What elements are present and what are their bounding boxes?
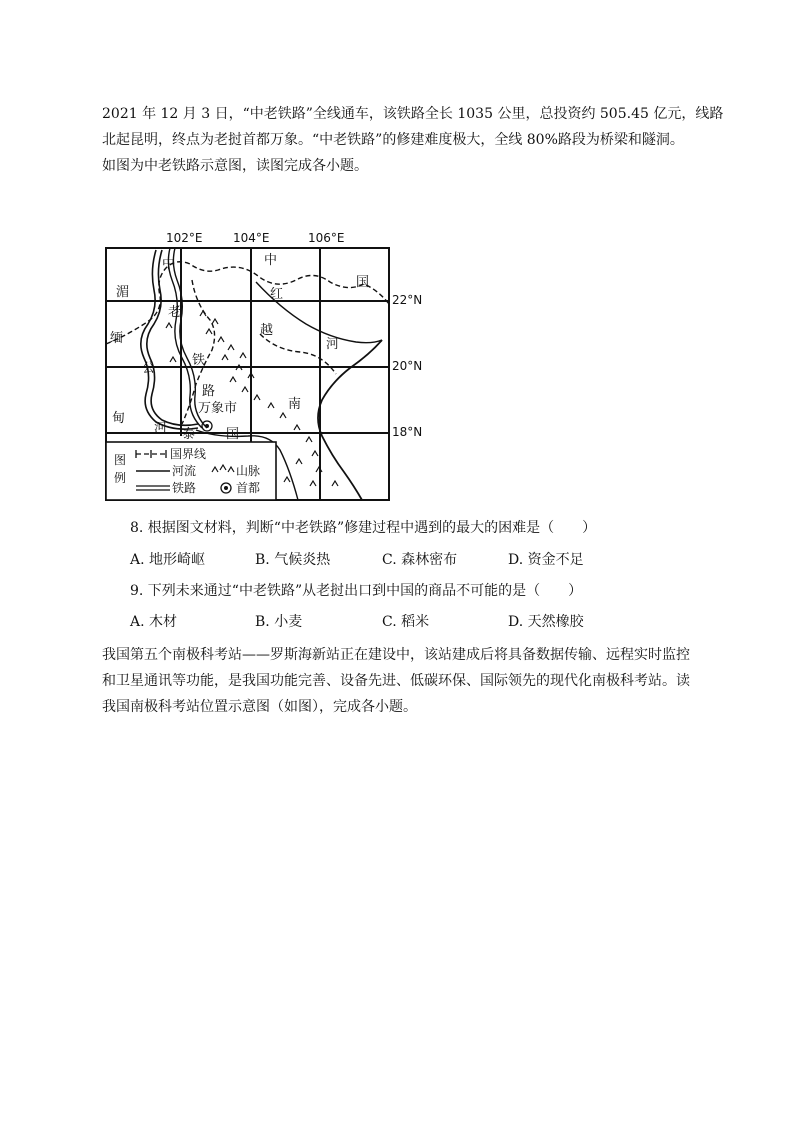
lon-label-102: 102°E [166, 231, 203, 245]
label-myanmar-dian: 甸 [112, 411, 126, 426]
legend-border-label: 国界线 [170, 447, 207, 461]
question-9-options [130, 612, 690, 632]
label-thailand-guo: 国 [226, 427, 240, 442]
q8-option-c[interactable]: C. 森林密布 [382, 552, 458, 568]
legend-capital-label: 首都 [236, 481, 261, 495]
capital-icon [202, 421, 212, 431]
q9-option-d[interactable]: D. 天然橡胶 [508, 614, 584, 630]
q9-option-b[interactable]: B. 小麦 [255, 614, 303, 630]
border-lines [106, 262, 389, 424]
text-line: 如图为中老铁路示意图，读图完成各小题。 [102, 158, 368, 174]
text-line: 2021 年 12 月 3 日，“中老铁路”全线通车，该铁路全长 1035 公里，总投资约 505.45 亿元，线路 [102, 106, 724, 122]
label-vientiane: 万象市 [198, 401, 238, 416]
question-9-stem: 9. 下列未来通过“中老铁路”从老挝出口到中国的商品不可能的是（ ） [130, 583, 583, 599]
label-myanmar-mei: 湄 [116, 285, 130, 300]
text-line: 和卫星通讯等功能，是我国功能完善、设备先进、低碳环保、国际领先的现代化南极科考站。读 [102, 673, 690, 689]
question-8-stem: 8. 根据图文材料，判断“中老铁路”修建过程中遇到的最大的困难是（ ） [130, 520, 597, 536]
label-china-guo: 国 [356, 275, 370, 290]
legend-mountain-label: 山脉 [236, 464, 261, 478]
question-8-options [130, 550, 690, 570]
legend-railway-label: 铁路 [172, 481, 197, 495]
china-laos-railway-map [100, 224, 423, 504]
intro-paragraph-antarctic [102, 642, 702, 720]
lat-label-18: 18°N [392, 425, 423, 439]
label-railway-lao: 老 [168, 305, 182, 320]
q8-option-d[interactable]: D. 资金不足 [508, 552, 584, 568]
text-line: 我国第五个南极科考站——罗斯海新站正在建设中，该站建成后将具备数据传输、远程实时监控 [102, 647, 690, 663]
q8-option-a[interactable]: A. 地形崎岖 [130, 552, 206, 568]
intro-paragraph-railway [102, 101, 724, 179]
lon-label-104: 104°E [233, 231, 270, 245]
text-line: 我国南极科考站位置示意图（如图），完成各小题。 [102, 699, 417, 715]
label-china-zhong: 中 [264, 253, 278, 268]
lat-label-20: 20°N [392, 359, 423, 373]
label-railway-tie: 铁 [192, 353, 206, 368]
lat-label-22: 22°N [392, 293, 423, 307]
label-myanmar-mian: 缅 [110, 331, 124, 346]
label-myanmar-gong: 公 [142, 361, 156, 376]
label-red-he: 河 [326, 337, 340, 352]
label-railway-zhong: 中 [162, 257, 176, 272]
text-line: 北起昆明，终点为老挝首都万象。“中老铁路”的修建难度极大，全线 80%路段为桥梁和隧洞。 [102, 132, 684, 148]
q9-option-a[interactable]: A. 木材 [130, 614, 178, 630]
legend-title-li: 例 [114, 471, 127, 485]
label-vietnam-yue: 越 [260, 323, 274, 338]
legend-title-tu: 图 [114, 453, 127, 467]
q9-option-c[interactable]: C. 稻米 [382, 614, 430, 630]
q8-option-b[interactable]: B. 气候炎热 [255, 552, 331, 568]
label-railway-lu: 路 [202, 384, 216, 399]
map-svg [100, 224, 423, 504]
label-mekong-he: 河 [154, 421, 168, 436]
label-red-hong: 红 [270, 287, 284, 302]
legend-river-label: 河流 [172, 464, 197, 478]
map-legend [106, 442, 276, 500]
label-vietnam-nan: 南 [288, 397, 302, 412]
lon-label-106: 106°E [308, 231, 345, 245]
label-thailand-tai: 泰 [182, 427, 196, 442]
